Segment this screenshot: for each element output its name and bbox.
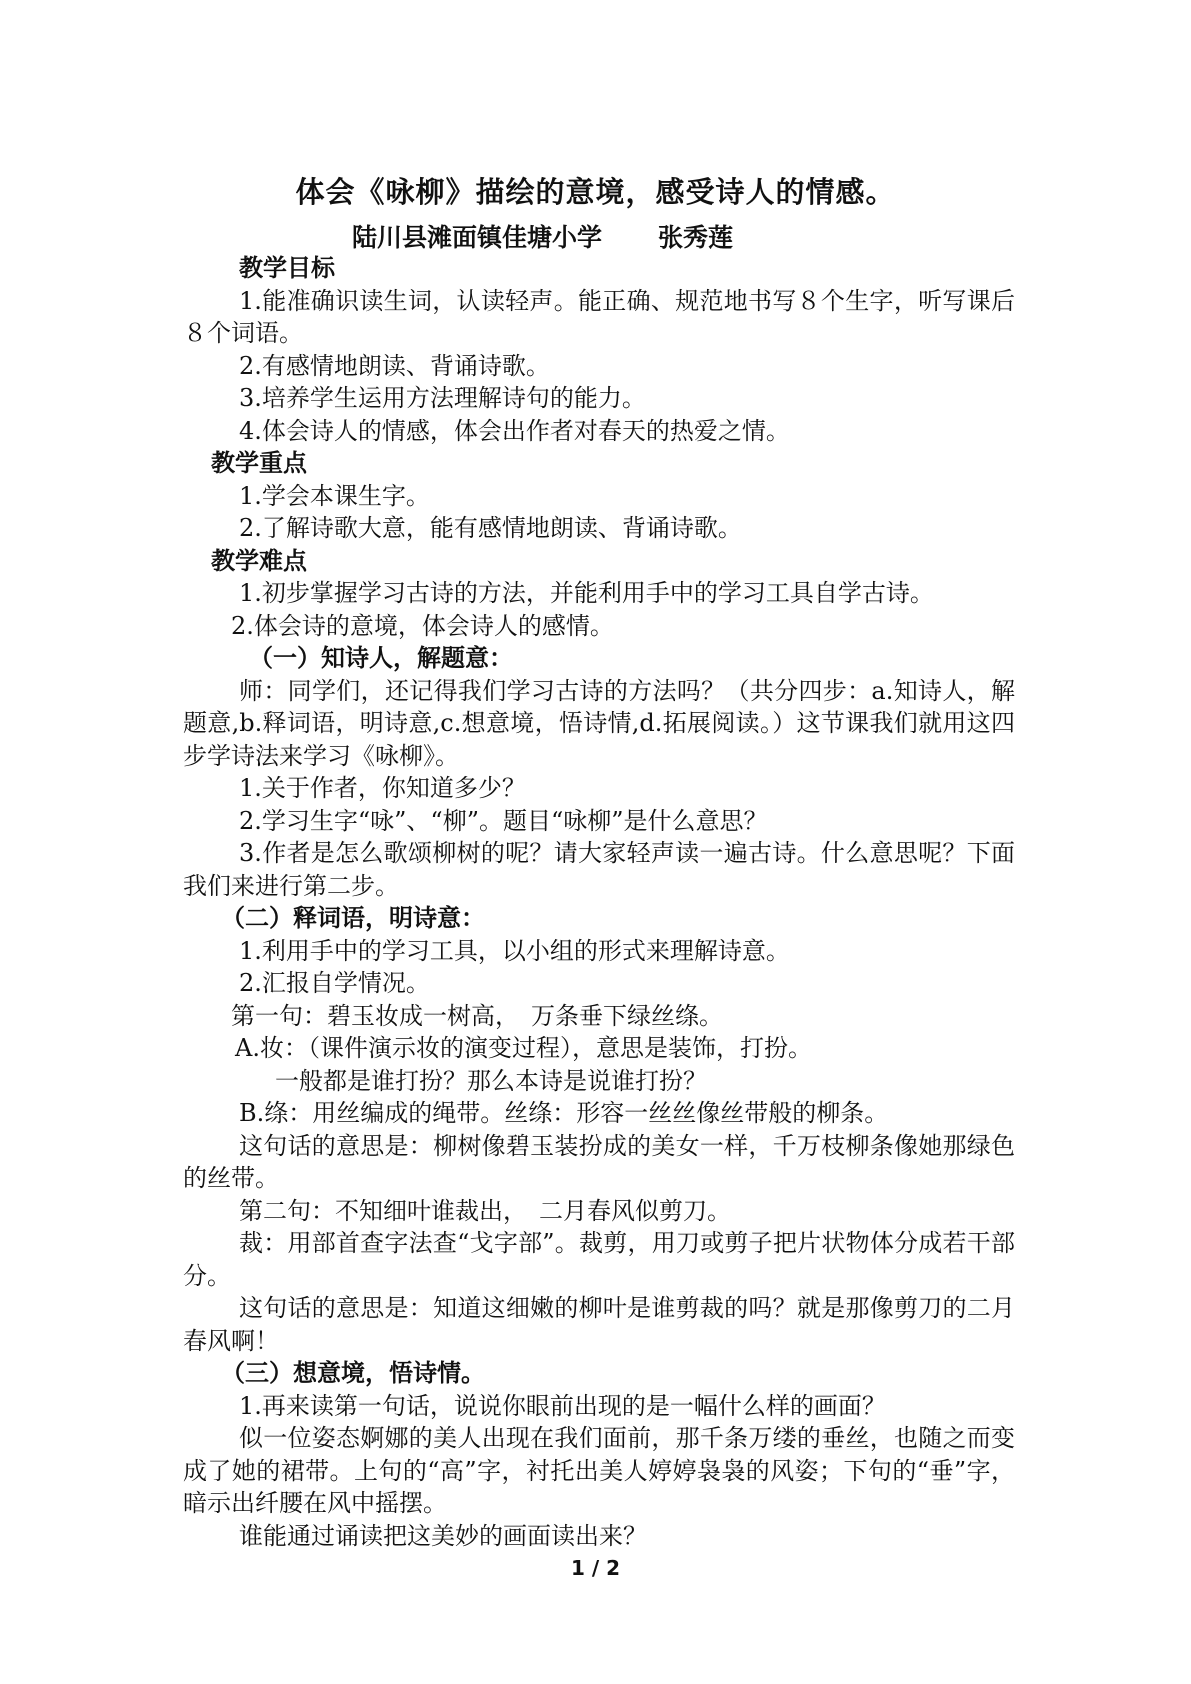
difficulty-item: 1.初步掌握学习古诗的方法，并能利用手中的学习工具自学古诗。 (239, 579, 934, 607)
key-point-item: 2.了解诗歌大意，能有感情地朗读、背诵诗歌。 (239, 514, 742, 542)
goal-item: 4.体会诗人的情感，体会出作者对春天的热爱之情。 (239, 416, 790, 445)
paragraph: 1.利用手中的学习工具，以小组的形式来理解诗意。 (239, 936, 790, 965)
goal-item: 1.能准确识读生词，认读轻声。能正确、规范地书写８个生字，听写课后８个词语。 (183, 286, 1015, 347)
paragraph: 一般都是谁打扮？那么本诗是说谁打扮？ (275, 1066, 707, 1095)
paragraph: 第二句：不知细叶谁裁出， 二月春风似剪刀。 (239, 1196, 731, 1225)
paragraph: 1.再来读第一句话，说说你眼前出现的是一幅什么样的画面？ (239, 1391, 886, 1420)
paragraph: 师：同学们，还记得我们学习古诗的方法吗？（共分四步：a.知诗人，解题意,b.释词语，明诗意,c.想意境，悟诗情,d.拓展阅读。）这节课我们就用这四步学诗法来学习《咏柳》。 (183, 676, 1015, 770)
author-name: 张秀莲 (658, 223, 734, 252)
paragraph: 似一位姿态婀娜的美人出现在我们面前，那千条万缕的垂丝，也随之而变成了她的裙带。上句的“高”字，衬托出美人婷婷袅袅的风姿；下句的“垂”字，暗示出纤腰在风中摇摆。 (183, 1424, 1015, 1517)
goal-item: 2.有感情地朗读、背诵诗歌。 (239, 351, 550, 380)
section-heading-step1: （一）知诗人，解题意： (249, 644, 513, 672)
paragraph: A.妆：（课件演示妆的演变过程），意思是装饰，打扮。 (235, 1034, 812, 1062)
section-heading-goals: 教学目标 (239, 254, 335, 282)
key-point-item: 1.学会本课生字。 (239, 481, 430, 510)
paragraph: 3.作者是怎么歌颂柳树的呢？请大家轻声读一遍古诗。什么意思呢？下面我们来进行第二步。 (183, 839, 1015, 900)
section-heading-key-points: 教学重点 (211, 449, 307, 477)
paragraph: 谁能通过诵读把这美妙的画面读出来？ (239, 1521, 647, 1550)
page-number: 1 / 2 (570, 1556, 621, 1580)
paragraph: 第一句：碧玉妆成一树高， 万条垂下绿丝绦。 (231, 1001, 723, 1030)
paragraph: B.绦：用丝编成的绳带。丝绦：形容一丝丝像丝带般的柳条。 (239, 1099, 889, 1127)
document-body (183, 252, 1015, 1552)
author-school: 陆川县滩面镇佳塘小学 (352, 223, 603, 252)
document-title: 体会《咏柳》描绘的意境，感受诗人的情感。 (295, 175, 896, 209)
paragraph: 1.关于作者，你知道多少？ (239, 774, 526, 802)
section-heading-step2: （二）释词语，明诗意： (221, 904, 485, 932)
paragraph: 2.学习生字“咏”、“柳”。题目“咏柳”是什么意思？ (239, 806, 768, 835)
paragraph: 这句话的意思是：知道这细嫩的柳叶是谁剪裁的吗？就是那像剪刀的二月春风啊！ (183, 1294, 1015, 1355)
section-heading-step3: （三）想意境，悟诗情。 (221, 1359, 485, 1387)
goal-item: 3.培养学生运用方法理解诗句的能力。 (239, 384, 646, 412)
author-line (352, 218, 733, 254)
section-heading-difficulties: 教学难点 (211, 546, 307, 575)
paragraph: 裁：用部首查字法查“戈字部”。裁剪，用刀或剪子把片状物体分成若干部分。 (183, 1229, 1015, 1290)
paragraph: 这句话的意思是：柳树像碧玉装扮成的美女一样，千万枝柳条像她那绿色的丝带。 (183, 1131, 1015, 1192)
paragraph: 2.汇报自学情况。 (239, 969, 430, 997)
difficulty-item: 2.体会诗的意境，体会诗人的感情。 (231, 611, 614, 640)
